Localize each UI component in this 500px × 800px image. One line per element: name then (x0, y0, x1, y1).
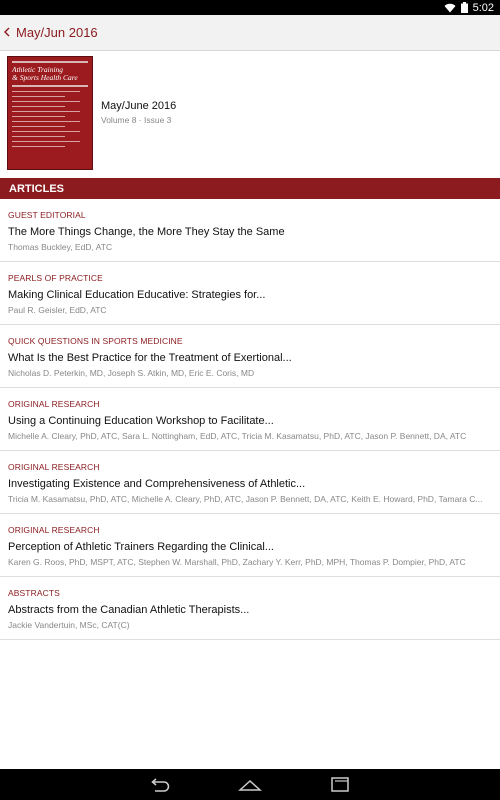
list-item[interactable] (0, 262, 500, 325)
article-authors: Tricia M. Kasamatsu, PhD, ATC, Michelle A. Cleary, PhD, ATC, Jason P. Bennett, DA, ATC, Keith E. Howard, PhD, Tamara C... (8, 494, 483, 504)
article-list (0, 199, 500, 640)
article-title: Perception of Athletic Trainers Regarding the Clinical... (8, 541, 274, 553)
issue-title: May/June 2016 (101, 100, 177, 112)
list-item[interactable] (0, 325, 500, 388)
article-category: ORIGINAL RESEARCH (8, 525, 100, 535)
back-button[interactable] (0, 15, 98, 50)
section-header-articles: ARTICLES (0, 178, 500, 199)
article-title: Using a Continuing Education Workshop to Facilitate... (8, 415, 274, 427)
back-nav-icon[interactable] (145, 773, 175, 797)
list-item[interactable] (0, 451, 500, 514)
list-item[interactable] (0, 388, 500, 451)
list-item[interactable] (0, 577, 500, 640)
article-category: PEARLS OF PRACTICE (8, 273, 103, 283)
article-title: Abstracts from the Canadian Athletic Therapists... (8, 604, 250, 616)
navigation-bar (0, 769, 500, 800)
issue-header (0, 51, 500, 178)
article-authors: Jackie Vandertuin, MSc, CAT(C) (8, 620, 130, 630)
wifi-icon (444, 3, 456, 13)
article-title: Making Clinical Education Educative: Strategies for... (8, 289, 266, 301)
list-item[interactable] (0, 514, 500, 577)
issue-volume: Volume 8 · Issue 3 (101, 115, 172, 125)
article-category: ORIGINAL RESEARCH (8, 399, 100, 409)
issue-cover-image[interactable] (7, 56, 93, 170)
article-authors: Paul R. Geisler, EdD, ATC (8, 305, 107, 315)
article-authors: Thomas Buckley, EdD, ATC (8, 242, 113, 252)
article-authors: Michelle A. Cleary, PhD, ATC, Sara L. Nottingham, EdD, ATC, Tricia M. Kasamatsu, PhD, ATC, Jason P. Bennett, DA, ATC (8, 431, 467, 441)
status-bar (0, 0, 500, 15)
action-bar (0, 15, 500, 51)
article-authors: Karen G. Roos, PhD, MSPT, ATC, Stephen W. Marshall, PhD, Zachary Y. Kerr, PhD, MPH, Thomas P. Dompier, PhD, ATC (8, 557, 466, 567)
home-nav-icon[interactable] (235, 773, 265, 797)
recents-nav-icon[interactable] (325, 773, 355, 797)
article-category: GUEST EDITORIAL (8, 210, 86, 220)
article-authors: Nicholas D. Peterkin, MD, Joseph S. Atkin, MD, Eric E. Coris, MD (8, 368, 255, 378)
status-time: 5:02 (472, 1, 494, 14)
battery-icon (461, 2, 468, 13)
article-category: ABSTRACTS (8, 588, 60, 598)
article-category: ORIGINAL RESEARCH (8, 462, 100, 472)
article-category: QUICK QUESTIONS IN SPORTS MEDICINE (8, 336, 183, 346)
article-title: The More Things Change, the More They Stay the Same (8, 226, 285, 238)
page-title: May/Jun 2016 (16, 25, 98, 40)
article-title: What Is the Best Practice for the Treatment of Exertional... (8, 352, 292, 364)
cover-masthead: Athletic Training & Sports Health Care (12, 65, 78, 82)
chevron-left-icon (4, 25, 10, 40)
article-title: Investigating Existence and Comprehensiveness of Athletic... (8, 478, 306, 490)
list-item[interactable] (0, 199, 500, 262)
